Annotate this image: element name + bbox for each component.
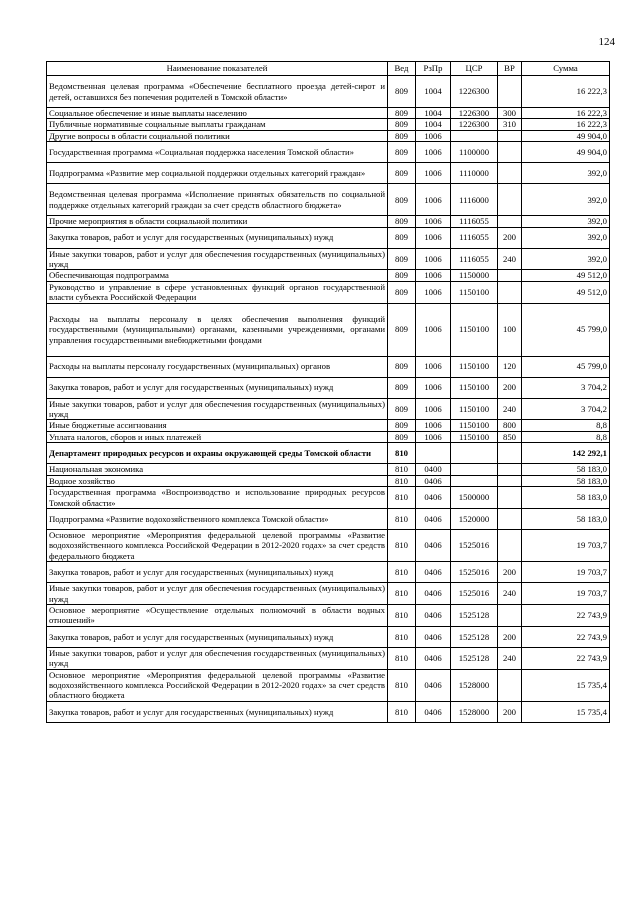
row-vr (498, 475, 522, 486)
row-csr: 1100000 (451, 142, 498, 163)
row-sum: 49 512,0 (522, 270, 610, 281)
header-rzpr: РзПр (416, 62, 451, 76)
row-csr (451, 443, 498, 464)
row-name: Иные закупки товаров, работ и услуг для обеспечения государственных (муниципальных) нужд (47, 398, 388, 420)
row-csr: 1150100 (451, 398, 498, 420)
row-name: Прочие мероприятия в области социальной политики (47, 216, 388, 227)
row-rzpr: 1006 (416, 303, 451, 356)
row-sum: 392,0 (522, 163, 610, 184)
row-vr (498, 443, 522, 464)
table-row (47, 377, 610, 398)
table-row (47, 303, 610, 356)
row-name: Иные закупки товаров, работ и услуг для обеспечения государственных (муниципальных) нужд (47, 583, 388, 605)
table-row (47, 626, 610, 647)
row-sum: 22 743,9 (522, 604, 610, 626)
row-sum: 22 743,9 (522, 626, 610, 647)
header-vr: ВР (498, 62, 522, 76)
row-rzpr: 0406 (416, 583, 451, 605)
row-vr (498, 508, 522, 529)
row-csr: 1520000 (451, 508, 498, 529)
header-ved: Вед (388, 62, 416, 76)
row-ved: 809 (388, 420, 416, 431)
row-ved: 810 (388, 647, 416, 669)
row-ved: 810 (388, 508, 416, 529)
page-number: 124 (598, 36, 615, 48)
row-sum: 8,8 (522, 420, 610, 431)
row-name: Подпрограмма «Развитие водохозяйственного комплекса Томской области» (47, 508, 388, 529)
row-rzpr: 0406 (416, 475, 451, 486)
row-sum: 15 735,4 (522, 669, 610, 701)
row-rzpr: 1006 (416, 142, 451, 163)
row-sum: 3 704,2 (522, 377, 610, 398)
row-sum: 392,0 (522, 216, 610, 227)
row-sum: 15 735,4 (522, 701, 610, 722)
row-rzpr: 0406 (416, 669, 451, 701)
row-sum: 58 183,0 (522, 508, 610, 529)
table-row (47, 420, 610, 431)
row-name: Иные закупки товаров, работ и услуг для обеспечения государственных (муниципальных) нужд (47, 248, 388, 270)
row-csr: 1150100 (451, 356, 498, 377)
row-sum: 16 222,3 (522, 76, 610, 108)
row-rzpr: 1004 (416, 76, 451, 108)
row-csr (451, 475, 498, 486)
header-csr: ЦСР (451, 62, 498, 76)
row-rzpr: 1006 (416, 281, 451, 303)
row-csr: 1110000 (451, 163, 498, 184)
table-header-row (47, 62, 610, 76)
row-ved: 809 (388, 303, 416, 356)
table-row (47, 431, 610, 442)
table-row (47, 270, 610, 281)
row-vr: 120 (498, 356, 522, 377)
row-sum: 142 292,1 (522, 443, 610, 464)
row-name: Иные закупки товаров, работ и услуг для обеспечения государственных (муниципальных) нужд (47, 647, 388, 669)
row-vr (498, 76, 522, 108)
table-row (47, 184, 610, 216)
row-ved: 810 (388, 583, 416, 605)
row-name: Закупка товаров, работ и услуг для государственных (муниципальных) нужд (47, 701, 388, 722)
row-vr: 850 (498, 431, 522, 442)
table-row (47, 562, 610, 583)
row-vr: 200 (498, 626, 522, 647)
row-rzpr: 1006 (416, 163, 451, 184)
row-vr: 800 (498, 420, 522, 431)
row-csr: 1525016 (451, 529, 498, 561)
row-name: Ведомственная целевая программа «Исполнение принятых обязательств по социальной поддержке отдельных категорий граждан за счет средств областного бюджета» (47, 184, 388, 216)
row-rzpr: 0406 (416, 487, 451, 509)
row-vr: 100 (498, 303, 522, 356)
row-vr: 310 (498, 119, 522, 130)
row-rzpr: 0406 (416, 626, 451, 647)
row-name: Ведомственная целевая программа «Обеспечение бесплатного проезда детей-сирот и детей, оставшихся без попечения родителей в Томской области» (47, 76, 388, 108)
row-csr: 1150100 (451, 377, 498, 398)
row-csr: 1116055 (451, 216, 498, 227)
row-name: Закупка товаров, работ и услуг для государственных (муниципальных) нужд (47, 626, 388, 647)
row-ved: 809 (388, 108, 416, 119)
table-row (47, 163, 610, 184)
row-name: Уплата налогов, сборов и иных платежей (47, 431, 388, 442)
row-ved: 809 (388, 119, 416, 130)
row-rzpr: 1006 (416, 130, 451, 141)
table-row (47, 487, 610, 509)
row-vr (498, 669, 522, 701)
row-name: Расходы на выплаты персоналу в целях обеспечения выполнения функций государственными (муниципальными) органами, казенными учреждениями, органами управления государственными внебюджетными фондами (47, 303, 388, 356)
row-ved: 809 (388, 227, 416, 248)
table-body (47, 76, 610, 723)
row-name: Государственная программа «Социальная поддержка населения Томской области» (47, 142, 388, 163)
row-ved: 810 (388, 604, 416, 626)
row-ved: 809 (388, 142, 416, 163)
row-ved: 809 (388, 281, 416, 303)
row-sum: 392,0 (522, 227, 610, 248)
row-vr (498, 216, 522, 227)
table-row (47, 701, 610, 722)
row-csr: 1116000 (451, 184, 498, 216)
table-row (47, 443, 610, 464)
row-rzpr: 1006 (416, 377, 451, 398)
row-rzpr: 1004 (416, 119, 451, 130)
table-row (47, 604, 610, 626)
row-vr: 200 (498, 701, 522, 722)
row-ved: 809 (388, 431, 416, 442)
row-rzpr: 0400 (416, 464, 451, 475)
row-csr: 1525128 (451, 604, 498, 626)
row-rzpr: 1006 (416, 431, 451, 442)
row-rzpr: 1006 (416, 248, 451, 270)
table-row (47, 142, 610, 163)
row-csr: 1528000 (451, 669, 498, 701)
row-csr: 1150100 (451, 281, 498, 303)
row-csr: 1150000 (451, 270, 498, 281)
table-row (47, 398, 610, 420)
row-rzpr: 1006 (416, 398, 451, 420)
row-ved: 809 (388, 270, 416, 281)
row-name: Другие вопросы в области социальной политики (47, 130, 388, 141)
row-rzpr: 1004 (416, 108, 451, 119)
row-csr: 1500000 (451, 487, 498, 509)
row-name: Иные бюджетные ассигнования (47, 420, 388, 431)
row-csr (451, 464, 498, 475)
row-ved: 809 (388, 377, 416, 398)
row-vr (498, 130, 522, 141)
row-vr: 200 (498, 227, 522, 248)
row-sum: 49 904,0 (522, 130, 610, 141)
row-ved: 810 (388, 475, 416, 486)
row-rzpr: 1006 (416, 270, 451, 281)
row-csr: 1525016 (451, 583, 498, 605)
row-csr: 1226300 (451, 76, 498, 108)
row-rzpr: 0406 (416, 562, 451, 583)
row-ved: 809 (388, 130, 416, 141)
row-csr (451, 130, 498, 141)
row-name: Основное мероприятие «Осуществление отдельных полномочий в области водных отношений» (47, 604, 388, 626)
row-rzpr: 1006 (416, 184, 451, 216)
row-sum: 22 743,9 (522, 647, 610, 669)
row-vr: 200 (498, 377, 522, 398)
row-sum: 8,8 (522, 431, 610, 442)
row-rzpr: 0406 (416, 701, 451, 722)
row-name: Публичные нормативные социальные выплаты гражданам (47, 119, 388, 130)
row-ved: 810 (388, 669, 416, 701)
row-name: Руководство и управление в сфере установленных функций органов государственной власти субъекта Российской Федерации (47, 281, 388, 303)
row-vr (498, 163, 522, 184)
row-ved: 810 (388, 443, 416, 464)
table-row (47, 281, 610, 303)
row-ved: 810 (388, 626, 416, 647)
row-vr: 200 (498, 562, 522, 583)
row-sum: 58 183,0 (522, 487, 610, 509)
row-rzpr: 0406 (416, 604, 451, 626)
row-sum: 19 703,7 (522, 562, 610, 583)
row-vr: 240 (498, 647, 522, 669)
row-vr: 240 (498, 398, 522, 420)
row-csr: 1226300 (451, 108, 498, 119)
row-csr: 1150100 (451, 303, 498, 356)
row-name: Закупка товаров, работ и услуг для государственных (муниципальных) нужд (47, 227, 388, 248)
table-row (47, 508, 610, 529)
row-sum: 3 704,2 (522, 398, 610, 420)
row-vr (498, 487, 522, 509)
row-csr: 1150100 (451, 420, 498, 431)
row-name: Водное хозяйство (47, 475, 388, 486)
row-name: Департамент природных ресурсов и охраны окружающей среды Томской области (47, 443, 388, 464)
table-row (47, 669, 610, 701)
row-name: Национальная экономика (47, 464, 388, 475)
table-row (47, 583, 610, 605)
row-ved: 809 (388, 76, 416, 108)
row-ved: 810 (388, 529, 416, 561)
row-csr: 1525128 (451, 647, 498, 669)
row-ved: 810 (388, 487, 416, 509)
row-csr: 1525016 (451, 562, 498, 583)
row-sum: 45 799,0 (522, 356, 610, 377)
row-name: Расходы на выплаты персоналу государственных (муниципальных) органов (47, 356, 388, 377)
row-ved: 810 (388, 464, 416, 475)
row-sum: 58 183,0 (522, 464, 610, 475)
row-sum: 16 222,3 (522, 119, 610, 130)
row-rzpr: 0406 (416, 508, 451, 529)
row-vr (498, 604, 522, 626)
row-ved: 809 (388, 163, 416, 184)
header-name: Наименование показателей (47, 62, 388, 76)
row-name: Основное мероприятие «Мероприятия федеральной целевой программы «Развитие водохозяйственного комплекса Российской Федерации в 2012-2020 годах» за счет средств областного бюджета (47, 669, 388, 701)
row-rzpr (416, 443, 451, 464)
row-vr: 300 (498, 108, 522, 119)
row-sum: 49 904,0 (522, 142, 610, 163)
row-rzpr: 0406 (416, 647, 451, 669)
row-csr: 1116055 (451, 227, 498, 248)
row-csr: 1525128 (451, 626, 498, 647)
table-row (47, 108, 610, 119)
row-sum: 19 703,7 (522, 529, 610, 561)
row-ved: 809 (388, 356, 416, 377)
budget-table (46, 61, 610, 723)
row-name: Подпрограмма «Развитие мер социальной поддержки отдельных категорий граждан» (47, 163, 388, 184)
row-sum: 392,0 (522, 248, 610, 270)
table-row (47, 227, 610, 248)
row-ved: 810 (388, 701, 416, 722)
row-sum: 392,0 (522, 184, 610, 216)
row-rzpr: 1006 (416, 216, 451, 227)
row-rzpr: 1006 (416, 420, 451, 431)
row-vr (498, 142, 522, 163)
row-vr (498, 270, 522, 281)
row-ved: 810 (388, 562, 416, 583)
row-ved: 809 (388, 216, 416, 227)
row-ved: 809 (388, 398, 416, 420)
row-vr (498, 281, 522, 303)
row-name: Государственная программа «Воспроизводство и использование природных ресурсов Томской области» (47, 487, 388, 509)
row-vr (498, 529, 522, 561)
row-sum: 49 512,0 (522, 281, 610, 303)
row-ved: 809 (388, 184, 416, 216)
table-row (47, 475, 610, 486)
row-rzpr: 1006 (416, 356, 451, 377)
row-rzpr: 0406 (416, 529, 451, 561)
row-vr (498, 464, 522, 475)
row-name: Закупка товаров, работ и услуг для государственных (муниципальных) нужд (47, 562, 388, 583)
row-csr: 1226300 (451, 119, 498, 130)
row-ved: 809 (388, 248, 416, 270)
row-name: Закупка товаров, работ и услуг для государственных (муниципальных) нужд (47, 377, 388, 398)
row-csr: 1528000 (451, 701, 498, 722)
table-row (47, 464, 610, 475)
row-rzpr: 1006 (416, 227, 451, 248)
row-name: Социальное обеспечение и иные выплаты населению (47, 108, 388, 119)
table-row (47, 356, 610, 377)
row-vr: 240 (498, 248, 522, 270)
row-name: Обеспечивающая подпрограмма (47, 270, 388, 281)
table-row (47, 529, 610, 561)
table-row (47, 216, 610, 227)
row-sum: 19 703,7 (522, 583, 610, 605)
header-sum: Сумма (522, 62, 610, 76)
row-sum: 45 799,0 (522, 303, 610, 356)
table-row (47, 647, 610, 669)
table-row (47, 119, 610, 130)
table-row (47, 76, 610, 108)
row-vr (498, 184, 522, 216)
row-sum: 16 222,3 (522, 108, 610, 119)
row-sum: 58 183,0 (522, 475, 610, 486)
row-csr: 1150100 (451, 431, 498, 442)
row-vr: 240 (498, 583, 522, 605)
table-row (47, 130, 610, 141)
table-row (47, 248, 610, 270)
row-csr: 1116055 (451, 248, 498, 270)
row-name: Основное мероприятие «Мероприятия федеральной целевой программы «Развитие водохозяйственного комплекса Российской Федерации в 2012-2020 годах» за счет средств федерального бюджета (47, 529, 388, 561)
